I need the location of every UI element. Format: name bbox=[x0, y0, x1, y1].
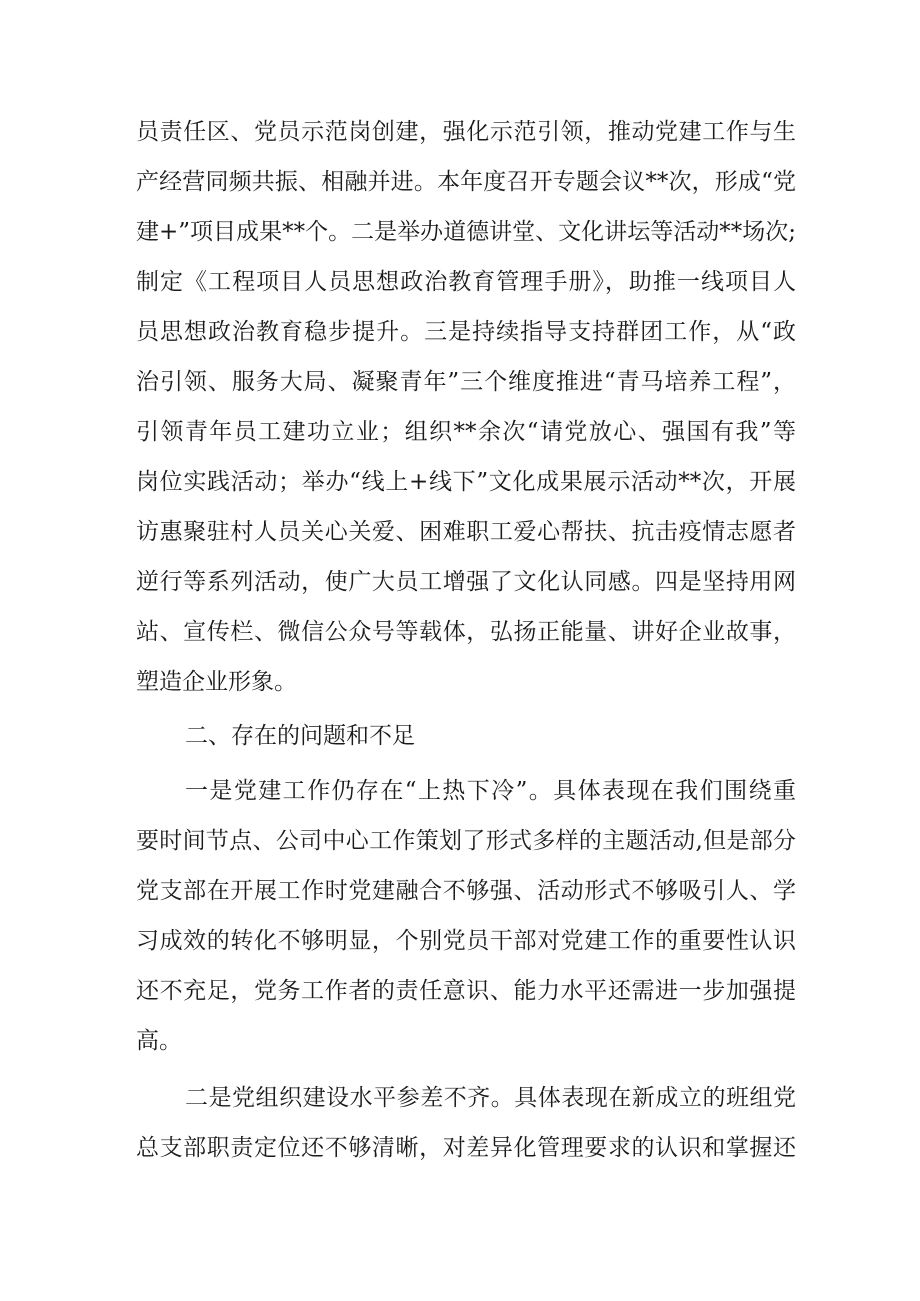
paragraph-line: 二是党组织建设水平参差不齐。具体表现在新成立的班组党 bbox=[185, 1085, 796, 1111]
paragraph-line: 要时间节点、公司中心工作策划了形式多样的主题活动,但是部分 bbox=[136, 828, 796, 854]
paragraph-line: 产经营同频共振、相融并进。本年度召开专题会议**次，形成“党 bbox=[136, 169, 796, 195]
paragraph-line: 习成效的转化不够明显，个别党员干部对党建工作的重要性认识 bbox=[136, 928, 796, 954]
paragraph-line: 一是党建工作仍存在“上热下冷”。具体表现在我们围绕重 bbox=[185, 778, 796, 804]
paragraph-line: 党支部在开展工作时党建融合不够强、活动形式不够吸引人、学 bbox=[136, 878, 796, 904]
paragraph-line: 访惠聚驻村人员关心关爱、困难职工爱心帮扶、抗击疫情志愿者 bbox=[136, 519, 796, 545]
paragraph-line: 制定《工程项目人员思想政治教育管理手册》，助推一线项目人 bbox=[136, 269, 796, 295]
paragraph-line: 建+”项目成果**个。二是举办道德讲堂、文化讲坛等活动**场次; bbox=[136, 219, 796, 245]
paragraph-line: 员责任区、党员示范岗创建，强化示范引领，推动党建工作与生 bbox=[136, 119, 796, 145]
paragraph-line: 岗位实践活动；举办“线上+线下”文化成果展示活动**次，开展 bbox=[136, 469, 796, 495]
paragraph-line: 总支部职责定位还不够清晰，对差异化管理要求的认识和掌握还 bbox=[136, 1135, 796, 1161]
section-heading: 二、存在的问题和不足 bbox=[185, 723, 415, 749]
paragraph-line: 逆行等系列活动，使广大员工增强了文化认同感。四是坚持用网 bbox=[136, 569, 796, 595]
paragraph-line: 还不充足，党务工作者的责任意识、能力水平还需进一步加强提 bbox=[136, 978, 796, 1004]
paragraph-line: 员思想政治教育稳步提升。三是持续指导支持群团工作，从“政 bbox=[136, 319, 796, 345]
paragraph-line: 塑造企业形象。 bbox=[136, 669, 297, 695]
paragraph-line: 高。 bbox=[136, 1028, 182, 1054]
paragraph-line: 站、宣传栏、微信公众号等载体，弘扬正能量、讲好企业故事， bbox=[136, 619, 796, 645]
paragraph-line: 引领青年员工建功立业；组织**余次“请党放心、强国有我”等 bbox=[136, 419, 796, 445]
paragraph-line: 治引领、服务大局、凝聚青年”三个维度推进“青马培养工程”， bbox=[136, 369, 796, 395]
